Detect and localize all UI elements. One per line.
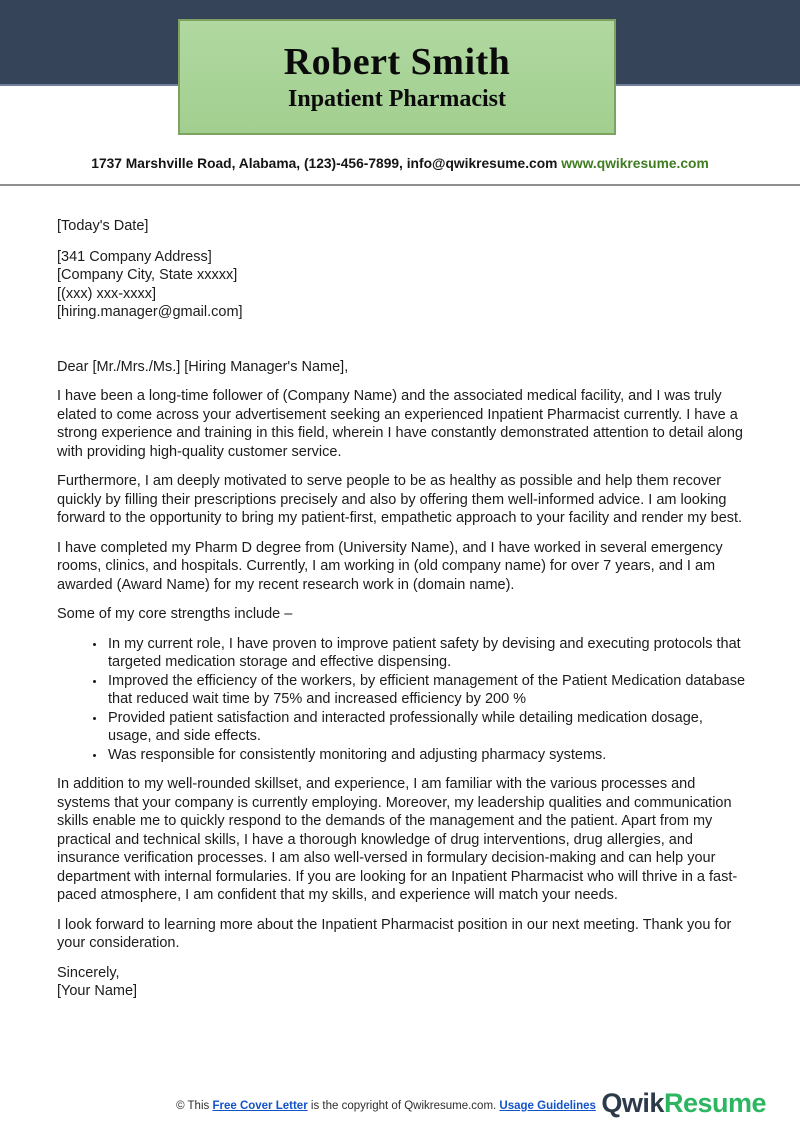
applicant-role: Inpatient Pharmacist — [288, 86, 506, 112]
signature-placeholder: [Your Name] — [57, 983, 138, 999]
copyright-text: © This — [176, 1100, 213, 1112]
address-line: [hiring.manager@gmail.com] — [57, 304, 243, 320]
address-line: [(xxx) xxx-xxxx] — [57, 285, 157, 302]
recipient-address-block — [57, 248, 747, 322]
paragraph-closing: I look forward to learning more about the Inpatient Pharmacist position in our next meeting. Thank you for your consideration. — [57, 916, 732, 951]
name-box — [178, 19, 616, 135]
paragraph-intro: I have been a long-time follower of (Company Name) and the associated medical facility, and I was truly elated to come across your advertisement seeking an experienced Inpatient Pharmacist currently. I have a strong experience and training in this field, wherein I have constantly demonstrated attention to detail along with providing high-quality customer service. — [57, 388, 743, 460]
logo-resume: Resume — [663, 1088, 766, 1118]
applicant-name: Robert Smith — [283, 41, 511, 83]
website-link[interactable]: www.qwikresume.com — [561, 156, 709, 171]
usage-guidelines-link[interactable]: Usage Guidelines — [499, 1100, 596, 1112]
header-divider — [0, 184, 800, 186]
address-line: [341 Company Address] — [57, 248, 212, 265]
date-placeholder: [Today's Date] — [57, 218, 149, 234]
signoff-block — [57, 964, 747, 1001]
signoff: Sincerely, — [57, 964, 120, 981]
paragraph-skills: In addition to my well-rounded skillset, and experience, I am familiar with the various processes and systems that your company is currently employing. Moreover, my leadership qualities and communication skills enable me to quickly respond to the demands of the management and the patient. Apart from my practical and technical skills, I have a thorough knowledge of drug interventions, drug allergies, and insurance verification processes. I am also well-versed in formulary decision-making and can help your department with internal formularies. If you are looking for an Inpatient Pharmacist who will thrive in a fast-paced atmosphere, I am confident that my skills, and experience will match your needs. — [57, 776, 738, 903]
strength-item: • In my current role, I have proven to improve patient safety by devising and executing protocols that targeted medication storage and effective dispensing. — [106, 635, 747, 672]
logo-qwik: Qwik — [601, 1088, 664, 1118]
salutation: Dear [Mr./Mrs./Ms.] [Hiring Manager's Name], — [57, 358, 349, 375]
strength-item: • Improved the efficiency of the workers, by efficient management of the Patient Medication database that reduced wait time by 75% and increased efficiency by 200 % — [106, 672, 747, 709]
qwikresume-logo — [601, 1088, 766, 1118]
letter-body — [57, 217, 747, 1001]
strength-item: • Provided patient satisfaction and interacted professionally while detailing medication dosage, usage, and side effects. — [106, 709, 747, 746]
strengths-list — [57, 635, 747, 765]
copyright-text: is the copyright of Qwikresume.com. — [307, 1100, 500, 1112]
strengths-intro: Some of my core strengths include – — [57, 606, 293, 622]
paragraph-education: I have completed my Pharm D degree from (University Name), and I have worked in several emergency rooms, clinics, and hospitals. Currently, I am working in (old company name) for over 7 years, and I am awarded (Award Name) for my recent research work in (domain name). — [57, 539, 723, 593]
contact-line — [0, 156, 800, 171]
free-cover-letter-link[interactable]: Free Cover Letter — [212, 1100, 308, 1112]
contact-text: 1737 Marshville Road, Alabama, (123)-456-7899, info@qwikresume.com — [91, 156, 562, 171]
address-line: [Company City, State xxxxx] — [57, 267, 238, 283]
paragraph-motivation: Furthermore, I am deeply motivated to serve people to be as healthy as possible and help them recover quickly by filling their prescriptions precisely and also by offering them well-informed advice. I am looking forward to the opportunity to bring my patient-first, empathetic approach to your facility and render my best. — [57, 473, 743, 526]
strength-item: • Was responsible for consistently monitoring and adjusting pharmacy systems. — [106, 746, 747, 765]
